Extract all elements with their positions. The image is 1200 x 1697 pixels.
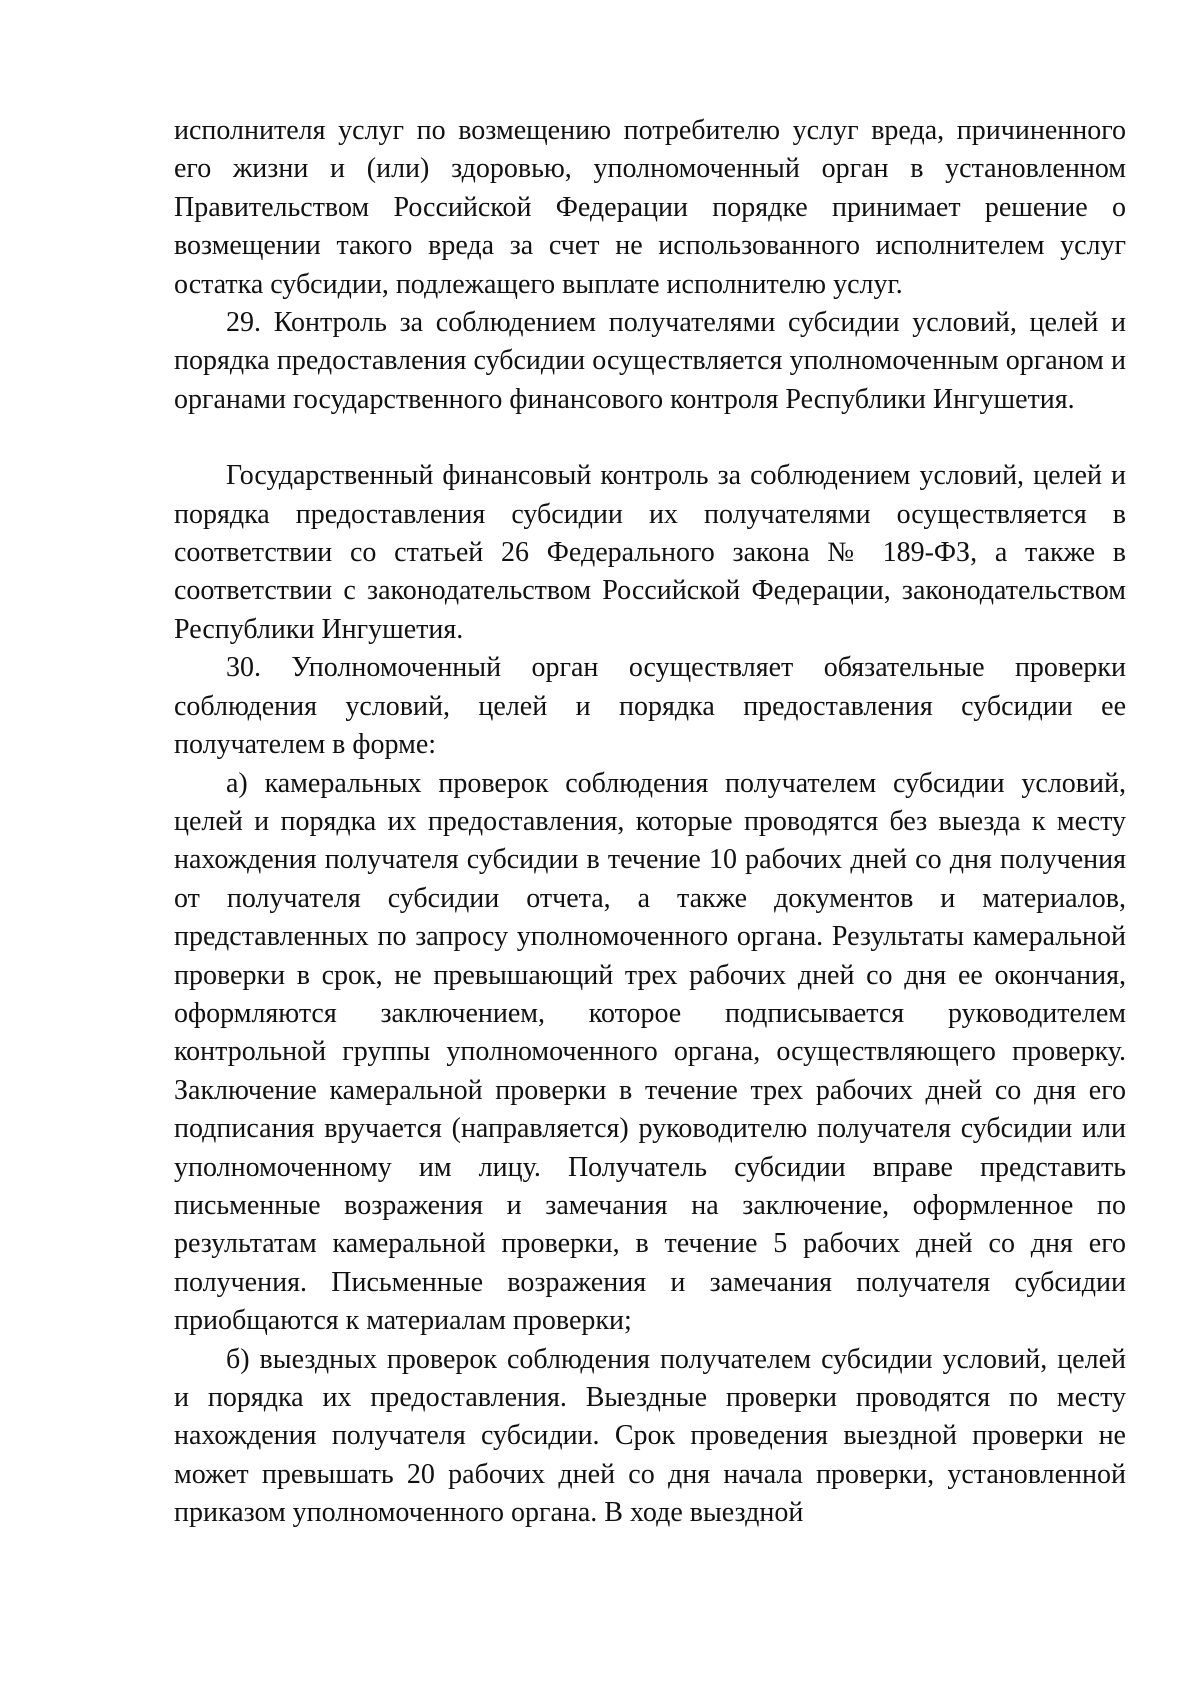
paragraph-continuation: исполнителя услуг по возмещению потребителю услуг вреда, причиненного его жизни и (или) здоровью, уполномоченный орган в установленном Правительством Российской Федерации порядке принимает решение о возмещении такого вреда за счет не использованного исполнителем услуг остатка субсидии, подлежащего выплате исполнителю услуг. (174, 115, 1126, 300)
paragraph-30: 30. Уполномоченный орган осуществляет обязательные проверки соблюдения условий, целей и порядка предоставления субсидии ее получателем в форме: (174, 652, 1126, 761)
document-page (174, 112, 1126, 1533)
paragraph-30-a: а) камеральных проверок соблюдения получателем субсидии условий, целей и порядка их предоставления, которые проводятся без выезда к месту нахождения получателя субсидии в течение 10 рабочих дней со дня получения от получателя субсидии отчета, а также документов и материалов, представленных по запросу уполномоченного органа. Результаты камеральной проверки в срок, не превышающий трех рабочих дней со дня ее окончания, оформляются заключением, которое подписывается руководителем контрольной группы уполномоченного органа, осуществляющего проверку. Заключение камеральной проверки в течение трех рабочих дней со дня его подписания вручается (направляется) руководителю получателя субсидии или уполномоченному им лицу. Получатель субсидии вправе представить письменные возражения и замечания на заключение, оформленное по результатам камеральной проверки, в течение 5 рабочих дней со дня его получения. Письменные возражения и замечания получателя субсидии приобщаются к материалам проверки; (174, 767, 1126, 1337)
paragraph-30-b: б) выездных проверок соблюдения получателем субсидии условий, целей и порядка их предоставления. Выездные проверки проводятся по месту нахождения получателя субсидии. Срок проведения выездной проверки не может превышать 20 рабочих дней со дня начала проверки, установленной приказом уполномоченного органа. В ходе выездной (174, 1343, 1126, 1529)
paragraph-state-control: Государственный финансовый контроль за соблюдением условий, целей и порядка предоставления субсидии их получателями осуществляется в соответствии со статьей 26 Федерального закона № 189-ФЗ, а также в соответствии с законодательством Российской Федерации, законодательством Республики Ингушетия. (174, 460, 1126, 645)
paragraph-29: 29. Контроль за соблюдением получателями субсидии условий, целей и порядка предоставления субсидии осуществляется уполномоченным органом и органами государственного финансового контроля Республики Ингушетия. (174, 307, 1126, 415)
